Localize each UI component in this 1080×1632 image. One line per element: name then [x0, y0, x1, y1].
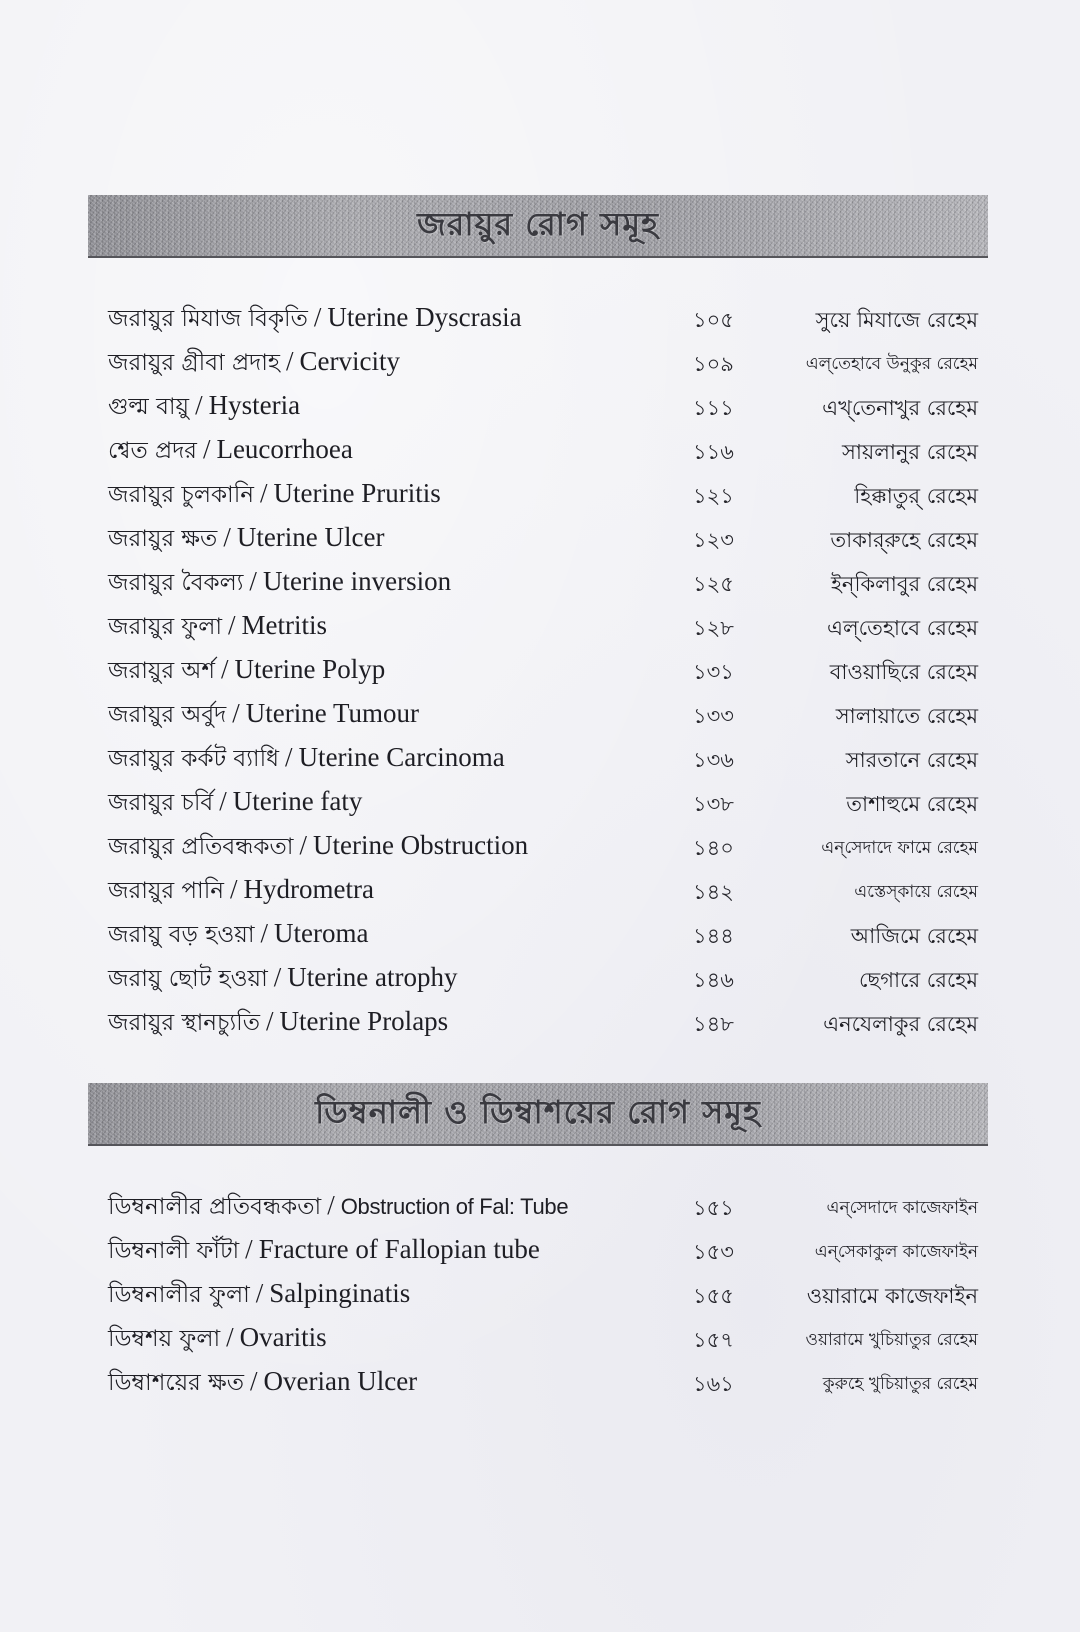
list-item: [108, 1318, 978, 1362]
page-number: ১৪৬: [693, 968, 734, 992]
unani-term: সুয়ে মিযাজে রেহেম: [815, 308, 978, 332]
page-number: ১২৫: [693, 572, 734, 596]
section-heading-uterine-diseases: [88, 195, 988, 258]
unani-term: এন্‌সেদাদে কাজেফাইন: [826, 1198, 978, 1218]
page-number: ১০৫: [693, 308, 734, 332]
disease-name-english: Leucorrhoea: [216, 434, 353, 464]
disease-name-bengali: জরায়ু বড় হওয়া: [108, 922, 255, 948]
disease-name: [108, 432, 353, 471]
unani-term: বাওয়াছিরে রেহেম: [829, 660, 978, 684]
list-item: [108, 738, 978, 782]
list-item: [108, 1274, 978, 1318]
page-number: ১২৩: [693, 528, 734, 552]
name-separator: /: [249, 1366, 258, 1396]
disease-name-english: Salpinginatis: [269, 1278, 411, 1308]
unani-term: ছেগারে রেহেম: [859, 968, 978, 992]
disease-name-english: Fracture of Fallopian tube: [258, 1234, 540, 1264]
page-number: ১২৮: [693, 616, 734, 640]
list-item: [108, 1002, 978, 1046]
disease-name: [108, 1232, 540, 1271]
unani-term: সারতানে রেহেম: [845, 748, 978, 772]
disease-name: [108, 740, 505, 779]
disease-name-english: Obstruction of Fal: Tube: [340, 1194, 569, 1219]
disease-name: [108, 960, 457, 999]
disease-name-bengali: জরায়ু ছোট হওয়া: [108, 966, 268, 992]
disease-name-english: Uteroma: [274, 918, 369, 948]
disease-name-bengali: জরায়ুর ক্ষত: [108, 526, 218, 552]
disease-name: [108, 300, 522, 339]
unani-term: হিক্কাতুর্‌ রেহেম: [854, 484, 978, 508]
name-separator: /: [219, 786, 227, 816]
disease-name-english: Uterine Dyscrasia: [327, 302, 522, 332]
list-item: [108, 562, 978, 606]
unani-term: এল্‌তেহাবে উনুকুর রেহেম: [805, 354, 978, 374]
disease-name-bengali: জরায়ুর প্রতিবন্ধকতা: [108, 834, 294, 860]
page-number: ১৩৬: [693, 748, 734, 772]
list-item: [108, 298, 978, 342]
uterine-diseases-list: [108, 298, 978, 1046]
disease-name-english: Hydrometra: [243, 874, 374, 904]
list-item: [108, 1230, 978, 1274]
disease-name-bengali: জরায়ুর কর্কট ব্যাধি: [108, 746, 280, 772]
disease-name-english: Cervicity: [299, 346, 401, 376]
unani-term: এখ্‌তেনাখুর রেহেম: [822, 396, 978, 420]
list-item: [108, 342, 978, 386]
name-separator: /: [265, 1006, 274, 1036]
disease-name-bengali: শ্বেত প্রদর: [108, 438, 197, 464]
page-number: ১৬১: [693, 1372, 734, 1396]
disease-name: [108, 784, 362, 823]
unani-term: সালায়াতে রেহেম: [835, 704, 978, 728]
name-separator: /: [228, 610, 236, 640]
page-number: ১৫১: [693, 1196, 734, 1220]
disease-name-bengali: ডিম্বনালী ফাঁটা: [108, 1238, 240, 1264]
page-number: ১১৬: [693, 440, 734, 464]
page-number: ১৫৫: [693, 1284, 734, 1308]
disease-name-english: Uterine faty: [232, 786, 363, 816]
disease-name-bengali: জরায়ুর চর্বি: [108, 790, 214, 816]
name-separator: /: [249, 566, 257, 596]
page-number: ১৫৭: [693, 1328, 734, 1352]
page-number: ১৫৩: [693, 1240, 734, 1264]
page-number: ১৩৩: [693, 704, 734, 728]
list-item: [108, 1362, 978, 1406]
disease-name: [108, 1364, 417, 1403]
section-heading-text: ডিম্বনালী ও ডিম্বাশয়ের রোগ সমূহ: [315, 1092, 761, 1131]
name-separator: /: [255, 1278, 264, 1308]
disease-name-english: Overian Ulcer: [263, 1366, 418, 1396]
page-number: ১৪২: [693, 880, 734, 904]
disease-name-bengali: ডিম্বাশয়ের ক্ষত: [108, 1370, 244, 1396]
section-heading-text: জরায়ুর রোগ সমূহ: [417, 204, 659, 243]
name-separator: /: [226, 1322, 234, 1352]
disease-name-bengali: জরায়ুর অর্শ: [108, 658, 215, 684]
disease-name: [108, 1004, 448, 1043]
list-item: [108, 782, 978, 826]
disease-name: [108, 1188, 568, 1227]
disease-name-bengali: জরায়ুর পানি: [108, 878, 224, 904]
section-heading-fallopian-ovarian-diseases: [88, 1083, 988, 1146]
name-separator: /: [273, 962, 282, 992]
disease-name-bengali: গুল্ম বায়ু: [108, 394, 190, 420]
name-separator: /: [245, 1234, 253, 1264]
disease-name-bengali: ডিম্বনালীর ফুলা: [108, 1282, 250, 1308]
disease-name-bengali: জরায়ুর অর্বুদ: [108, 702, 227, 728]
disease-name: [108, 1320, 327, 1359]
unani-term: ওয়ারামে কাজেফাইন: [806, 1284, 978, 1308]
disease-name-english: Uterine Ulcer: [236, 522, 385, 552]
page-number: ১৪৪: [693, 924, 734, 948]
disease-name: [108, 652, 385, 691]
page-number: ১০৯: [693, 352, 734, 376]
disease-name-bengali: জরায়ুর স্থানচ্যুতি: [108, 1010, 260, 1036]
name-separator: /: [285, 742, 293, 772]
disease-name-english: Ovaritis: [239, 1322, 327, 1352]
disease-name-bengali: জরায়ুর গ্রীবা প্রদাহ: [108, 350, 281, 376]
unani-term: আজিমে রেহেম: [850, 924, 978, 948]
list-item: [108, 430, 978, 474]
page-number: ১১১: [693, 396, 734, 420]
unani-term: ওয়ারামে খুচিয়াতুর রেহেম: [805, 1330, 978, 1350]
disease-name-english: Uterine Prolaps: [279, 1006, 449, 1036]
list-item: [108, 914, 978, 958]
disease-name: [108, 916, 369, 955]
fallopian-ovarian-diseases-list: [108, 1186, 978, 1406]
disease-name-english: Hysteria: [208, 390, 301, 420]
name-separator: /: [223, 522, 231, 552]
list-item: [108, 650, 978, 694]
disease-name-english: Uterine atrophy: [287, 962, 458, 992]
unani-term: এল্‌তেহাবে রেহেম: [826, 616, 978, 640]
unani-term: সায়লানুর রেহেম: [841, 440, 978, 464]
disease-name: [108, 520, 385, 559]
list-item: [108, 870, 978, 914]
disease-name: [108, 608, 327, 647]
disease-name-bengali: ডিম্বনালীর প্রতিবন্ধকতা: [108, 1194, 322, 1220]
disease-name: [108, 872, 374, 911]
page-number: ১৪৮: [693, 1012, 734, 1036]
name-separator: /: [299, 830, 307, 860]
unani-term: এন্‌সেকাকুল কাজেফাইন: [814, 1242, 978, 1262]
disease-name-english: Uterine Pruritis: [273, 478, 441, 508]
disease-name-bengali: জরায়ুর চুলকানি: [108, 482, 255, 508]
disease-name: [108, 388, 300, 427]
list-item: [108, 1186, 978, 1230]
disease-name-bengali: ডিম্বশয় ফুলা: [108, 1326, 221, 1352]
name-separator: /: [260, 918, 269, 948]
page-number: ১৪০: [693, 836, 734, 860]
disease-name: [108, 1276, 410, 1315]
disease-name-english: Uterine inversion: [262, 566, 452, 596]
disease-name-bengali: জরায়ুর বৈকল্য: [108, 570, 244, 596]
page-number: ১৩১: [693, 660, 734, 684]
list-item: [108, 386, 978, 430]
name-separator: /: [220, 654, 229, 684]
disease-name: [108, 344, 400, 383]
list-item: [108, 518, 978, 562]
disease-name-english: Uterine Obstruction: [312, 830, 529, 860]
name-separator: /: [327, 1190, 335, 1220]
unani-term: তাশাহুমে রেহেম: [846, 792, 978, 816]
disease-name-bengali: জরায়ুর মিযাজ বিকৃতি: [108, 306, 308, 332]
unani-term: এস্তেস্‌কায়ে রেহেম: [854, 882, 978, 902]
name-separator: /: [286, 346, 294, 376]
list-item: [108, 606, 978, 650]
unani-term: তাকার্‌রুহে রেহেম: [830, 528, 978, 552]
name-separator: /: [195, 390, 203, 420]
disease-name: [108, 696, 419, 735]
list-item: [108, 474, 978, 518]
name-separator: /: [230, 874, 238, 904]
name-separator: /: [260, 478, 268, 508]
disease-name-english: Uterine Polyp: [234, 654, 386, 684]
disease-name-english: Uterine Carcinoma: [298, 742, 505, 772]
name-separator: /: [313, 302, 322, 332]
page-number: ১২১: [693, 484, 734, 508]
disease-name: [108, 476, 441, 515]
disease-name-english: Uterine Tumour: [245, 698, 419, 728]
disease-name: [108, 564, 451, 603]
page-number: ১৩৮: [693, 792, 734, 816]
list-item: [108, 958, 978, 1002]
name-separator: /: [232, 698, 240, 728]
disease-name: [108, 828, 528, 867]
list-item: [108, 826, 978, 870]
name-separator: /: [202, 434, 211, 464]
unani-term: এন্‌সেদাদে ফামে রেহেম: [821, 838, 978, 858]
unani-term: এনযেলাকুর রেহেম: [823, 1012, 978, 1036]
disease-name-bengali: জরায়ুর ফুলা: [108, 614, 223, 640]
list-item: [108, 694, 978, 738]
unani-term: ইন্‌কিলাবুর রেহেম: [830, 572, 978, 596]
unani-term: কুরুহে খুচিয়াতুর রেহেম: [822, 1374, 978, 1394]
disease-name-english: Metritis: [241, 610, 328, 640]
